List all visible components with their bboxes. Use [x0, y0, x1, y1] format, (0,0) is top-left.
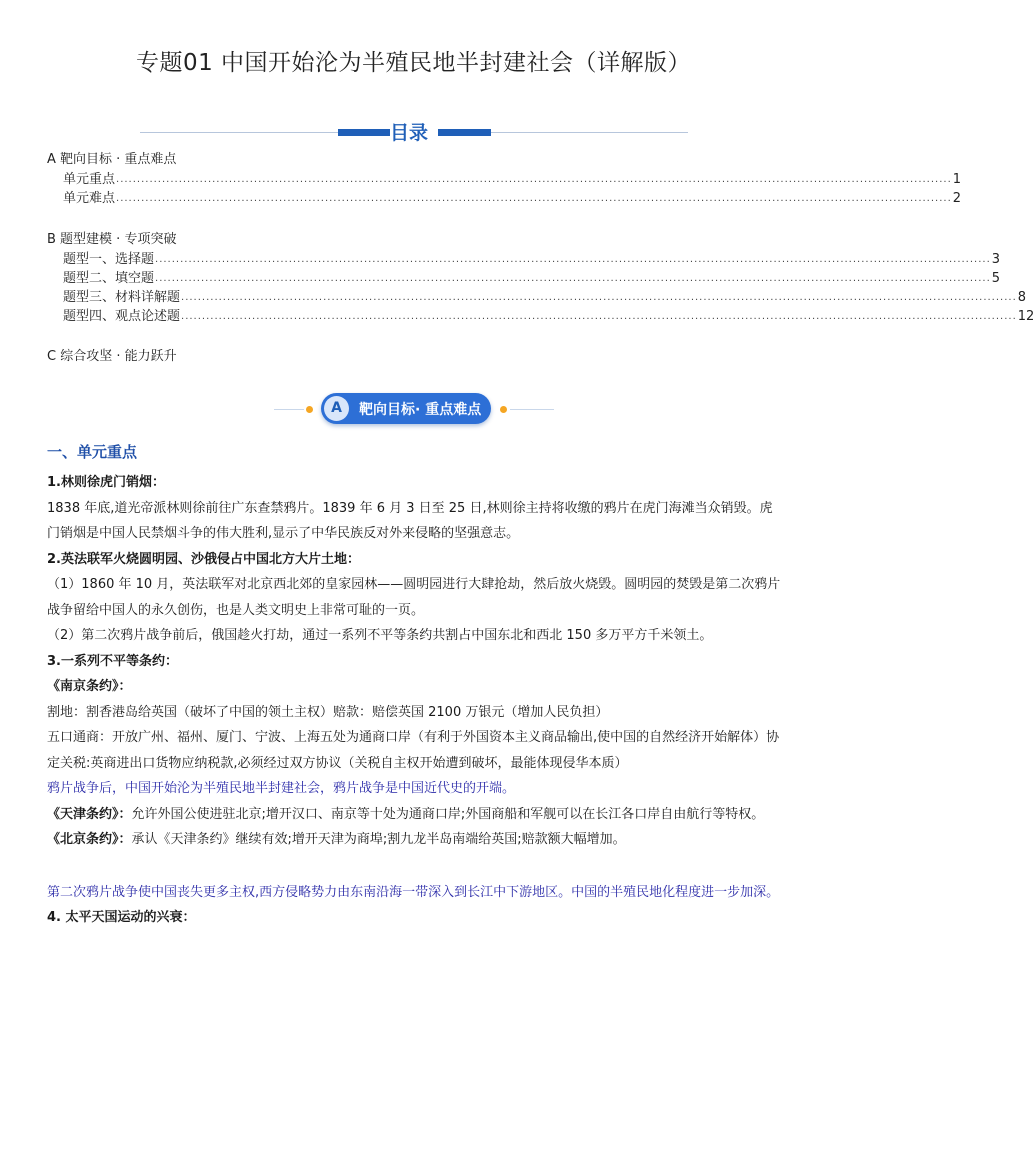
section-heading: 一、单元重点	[47, 443, 138, 461]
paragraph: （1）1860 年 10 月，英法联军对北京西北郊的皇家园林——圆明园进行大肆抢劫，然后放火烧毁。圆明园的焚毁是第二次鸦片战争留给中国人的永久创伤，也是人类文明史上非常可耻的一页。	[47, 577, 781, 618]
toc-heading-bar	[140, 118, 688, 144]
toc-item[interactable]: 题型三、材料详解题 ........................................................................................................................................................................................................ 8	[63, 290, 1027, 305]
toc-section-c[interactable]: C 综合攻坚 · 能力跃升	[47, 349, 177, 364]
treaty-title: 《天津条约》：	[47, 806, 132, 822]
banner-dot-right	[500, 406, 507, 413]
toc-heading: 目录	[390, 122, 429, 144]
paragraph: （2）第二次鸦片战争前后，俄国趁火打劫，通过一系列不平等条约共割占中国东北和西北 150 多万平方千米领土。	[47, 628, 713, 643]
toc-item[interactable]: 题型二、填空题 ........................................................................................................................................................................................................ 5	[63, 271, 1001, 286]
toc-accent-left	[338, 129, 390, 136]
item-title: 3.一系列不平等条约：	[47, 653, 178, 669]
banner-pill	[321, 393, 491, 424]
toc-accent-right	[438, 129, 491, 136]
toc-section-a[interactable]: A 靶向目标 · 重点难点	[47, 152, 177, 167]
toc-item[interactable]: 题型四、观点论述题 ........................................................................................................................................................................................................ 12	[63, 309, 1034, 324]
toc-rule-left	[140, 132, 338, 133]
paragraph: 五口通商：开放广州、福州、厦门、宁波、上海五处为通商口岸（有利于外国资本主义商品输出,使中国的自然经济开始解体）协定关税:英商进出口货物应纳税款,必须经过双方协议（关税自主权开始遭到破坏，最能体现侵华本质）	[47, 730, 780, 771]
table-of-contents	[47, 150, 1034, 367]
highlight-paragraph: 第二次鸦片战争使中国丧失更多主权,西方侵略势力由东南沿海一带深入到长江中下游地区。中国的半殖民地化程度进一步加深。	[47, 884, 780, 900]
banner-rule-right	[510, 409, 554, 410]
banner-dot-left	[306, 406, 313, 413]
paragraph: 《北京条约》：承认《天津条约》继续有效;增开天津为商埠;割九龙半岛南端给英国;赔款额大幅增加。	[47, 832, 626, 847]
toc-item[interactable]: 单元难点 ........................................................................................................................................................................................................ 2	[63, 191, 962, 206]
toc-rule-right	[491, 132, 688, 133]
document-title: 专题01 中国开始沦为半殖民地半封建社会（详解版）	[135, 50, 692, 76]
highlight-paragraph: 鸦片战争后，中国开始沦为半殖民地半封建社会，鸦片战争是中国近代史的开端。	[47, 781, 516, 796]
toc-item[interactable]: 单元重点 ........................................................................................................................................................................................................ 1	[63, 172, 962, 187]
paragraph: 1838 年底,道光帝派林则徐前往广东查禁鸦片。1839 年 6 月 3 日至 25 日,林则徐主持将收缴的鸦片在虎门海滩当众销毁。虎门销烟是中国人民禁烟斗争的伟大胜利,显示了中华民族反对外来侵略的坚强意志。	[47, 500, 773, 541]
item-title: 1.林则徐虎门销烟：	[47, 475, 165, 490]
banner-text: 靶向目标· 重点难点	[359, 402, 482, 418]
section-banner	[274, 393, 554, 425]
main-content	[47, 440, 782, 931]
banner-rule-left	[274, 409, 304, 410]
toc-section-b[interactable]: B 题型建模 · 专项突破	[47, 232, 177, 247]
item-title: 4. 太平天国运动的兴衰：	[47, 910, 196, 925]
treaty-title: 《北京条约》：	[47, 832, 132, 847]
toc-item[interactable]: 题型一、选择题 ........................................................................................................................................................................................................ 3	[63, 252, 1001, 267]
banner-letter-badge: A	[324, 396, 349, 421]
item-title: 2.英法联军火烧圆明园、沙俄侵占中国北方大片土地：	[47, 551, 360, 567]
treaty-title: 《南京条约》：	[47, 679, 132, 694]
paragraph: 割地：割香港岛给英国（破坏了中国的领土主权）赔款：赔偿英国 2100 万银元（增加人民负担）	[47, 704, 609, 720]
paragraph: 《天津条约》：允许外国公使进驻北京;增开汉口、南京等十处为通商口岸;外国商船和军舰可以在长江各口岸自由航行等特权。	[47, 806, 765, 822]
